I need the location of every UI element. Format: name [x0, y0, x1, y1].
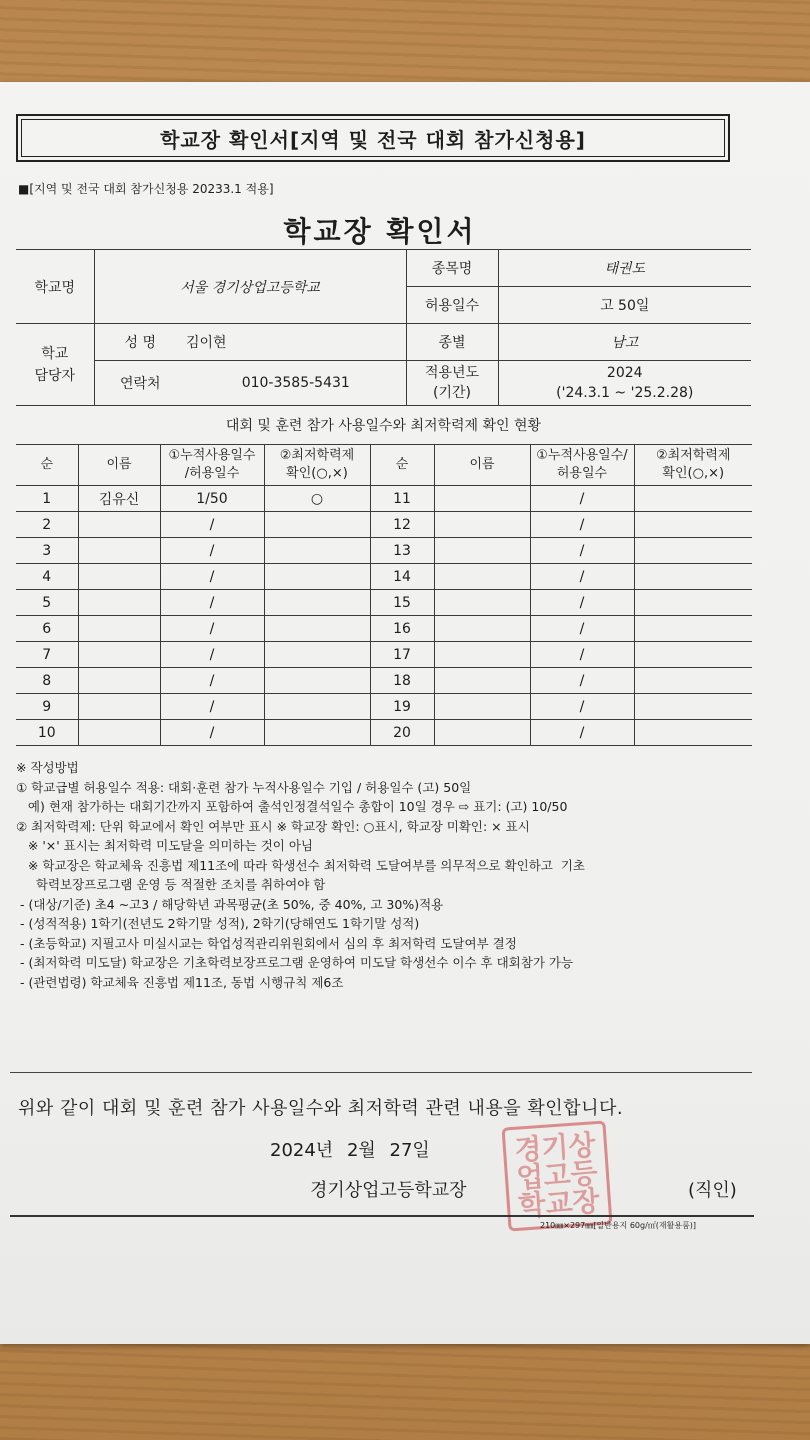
header-check-right: ②최저학력제 확인(○,×)	[634, 445, 752, 486]
year-label: 적용년도 (기간)	[406, 361, 498, 406]
note-line: ※ 학교장은 학교체육 진흥법 제11조에 따라 학생선수 최저학력 도달여부를 의무적으로 확인하고 기초	[16, 857, 585, 873]
table-row	[16, 590, 752, 616]
row-check: ○	[264, 486, 370, 512]
phone-label: 연락처	[94, 361, 186, 406]
info-table	[16, 249, 751, 406]
row-days: /	[160, 616, 264, 642]
note-line: - (관련법령) 학교체육 진흥법 제11조, 동법 시행규칙 제6조	[16, 974, 344, 990]
school-value: 서울 경기상업고등학교	[94, 250, 406, 324]
row-check	[264, 720, 370, 746]
row-no: 2	[16, 512, 78, 538]
note-line: - (성적적용) 1학기(전년도 2학기말 성적), 2학기(당해연도 1학기말 성적)	[16, 916, 420, 931]
note-line: - (초등학교) 지필고사 미실시교는 학업성적관리위원회에서 심의 후 최저학력 도달여부 결정	[16, 935, 517, 951]
row-name-right	[434, 694, 530, 720]
school-label: 학교명	[16, 250, 94, 324]
row-name-right	[434, 512, 530, 538]
table-header-row	[16, 445, 752, 486]
table-row	[16, 694, 752, 720]
row-no-right: 14	[370, 564, 434, 590]
row-no-right: 11	[370, 486, 434, 512]
table-row	[16, 720, 752, 746]
row-no-right: 17	[370, 642, 434, 668]
row-name-right	[434, 538, 530, 564]
row-check	[264, 642, 370, 668]
note-line: ※ 작성방법	[16, 760, 79, 775]
row-no: 1	[16, 486, 78, 512]
row-check	[264, 564, 370, 590]
category-value: 남고	[498, 324, 751, 361]
note-line: ② 최저학력제: 단위 학교에서 확인 여부만 표시 ※ 학교장 확인: ○표시, 학교장 미확인: × 표시	[16, 818, 530, 834]
category-label: 종별	[406, 324, 498, 361]
row-name-right	[434, 564, 530, 590]
row-no: 3	[16, 538, 78, 564]
row-name	[78, 616, 160, 642]
row-no-right: 18	[370, 668, 434, 694]
row-check-right	[634, 564, 752, 590]
row-days: /	[160, 720, 264, 746]
row-days: /	[160, 512, 264, 538]
row-check-right	[634, 720, 752, 746]
row-no-right: 16	[370, 616, 434, 642]
table-row	[16, 564, 752, 590]
row-days: /	[160, 590, 264, 616]
row-days-right: /	[530, 590, 634, 616]
header-title-box: 학교장 확인서[지역 및 전국 대회 참가신청용]	[16, 114, 730, 162]
table-row	[16, 486, 752, 512]
table-row	[16, 642, 752, 668]
row-no-right: 15	[370, 590, 434, 616]
instructions	[16, 758, 756, 992]
row-name-right	[434, 616, 530, 642]
allowed-days-label: 허용일수	[406, 287, 498, 324]
row-name-right	[434, 720, 530, 746]
period-value: ('24.3.1 ~ '25.2.28)	[556, 385, 694, 401]
row-name	[78, 538, 160, 564]
row-days: /	[160, 564, 264, 590]
note-line: 예) 현재 참가하는 대회기간까지 포함하여 출석인정결석일수 총합이 10일 경우 ⇨ 표기: (고) 10/50	[16, 799, 568, 814]
sport-label: 종목명	[406, 250, 498, 287]
row-name-right	[434, 486, 530, 512]
bottom-divider	[10, 1215, 754, 1217]
date-day: 27일	[389, 1140, 430, 1161]
row-no: 7	[16, 642, 78, 668]
row-check	[264, 694, 370, 720]
header-name-right: 이름	[434, 445, 530, 486]
row-no-right: 19	[370, 694, 434, 720]
note-line: ※ '×' 표시는 최저학력 미도달을 의미하는 것이 아님	[16, 838, 313, 853]
row-no: 4	[16, 564, 78, 590]
table-row	[16, 668, 752, 694]
year-cell	[498, 361, 751, 406]
note-line: ① 학교급별 허용일수 적용: 대회·훈련 참가 누적사용일수 기입 / 허용일수 (고) 50일	[16, 779, 472, 795]
row-name-right	[434, 668, 530, 694]
row-days-right: /	[530, 512, 634, 538]
note-line: - (최저학력 미도달) 학교장은 기초학력보장프로그램 운영하여 미도달 학생선수 이수 후 대회참가 가능	[16, 955, 574, 970]
issue-date	[270, 1136, 430, 1162]
row-no: 6	[16, 616, 78, 642]
row-check-right	[634, 694, 752, 720]
table-row	[16, 512, 752, 538]
row-days-right: /	[530, 538, 634, 564]
row-days: 1/50	[160, 486, 264, 512]
date-year: 2024년	[270, 1140, 334, 1161]
seal-label: (직인)	[688, 1180, 737, 1201]
row-name	[78, 668, 160, 694]
row-check-right	[634, 642, 752, 668]
table-row	[16, 538, 752, 564]
row-name	[78, 590, 160, 616]
row-check-right	[634, 590, 752, 616]
row-no: 10	[16, 720, 78, 746]
row-days-right: /	[530, 720, 634, 746]
table-row	[16, 616, 752, 642]
header-days-right: ①누적사용일수/ 허용일수	[530, 445, 634, 486]
row-check-right	[634, 616, 752, 642]
applicable-note: ■[지역 및 전국 대회 참가신청용 20233.1 적용]	[18, 182, 274, 196]
row-days-right: /	[530, 564, 634, 590]
row-check-right	[634, 538, 752, 564]
name-label: 성 명	[94, 324, 186, 361]
document-title: 학교장 확인서	[283, 215, 477, 248]
note-line: - (대상/기준) 초4 ~고3 / 해당학년 과목평균(초 50%, 중 40%, 고 30%)적용	[16, 896, 444, 912]
row-check	[264, 538, 370, 564]
principal-signature: 경기상업고등학교장	[310, 1180, 467, 1201]
row-check	[264, 590, 370, 616]
row-days: /	[160, 694, 264, 720]
row-check-right	[634, 486, 752, 512]
row-name	[78, 564, 160, 590]
row-check	[264, 616, 370, 642]
row-days-right: /	[530, 642, 634, 668]
row-name	[78, 694, 160, 720]
sport-value: 태권도	[498, 250, 751, 287]
header-no: 순	[16, 445, 78, 486]
row-no-right: 20	[370, 720, 434, 746]
divider	[10, 1072, 752, 1073]
name-value: 김이현	[186, 324, 406, 361]
row-name-right	[434, 642, 530, 668]
contact-person-label: 학교 담당자	[16, 324, 94, 406]
row-name	[78, 642, 160, 668]
row-no: 8	[16, 668, 78, 694]
seal-text: 경기상업고등학교장	[513, 1128, 601, 1223]
row-days: /	[160, 668, 264, 694]
paper-spec-footnote: 210㎜×297㎜[일반용지 60g/㎡(재활용품)]	[540, 1221, 697, 1230]
row-check	[264, 512, 370, 538]
row-check-right	[634, 668, 752, 694]
phone-value: 010-3585-5431	[186, 361, 406, 406]
header-days: ①누적사용일수 /허용일수	[160, 445, 264, 486]
date-month: 2월	[346, 1140, 376, 1161]
row-no-right: 12	[370, 512, 434, 538]
row-days: /	[160, 538, 264, 564]
row-check-right	[634, 512, 752, 538]
row-days-right: /	[530, 694, 634, 720]
status-table	[16, 444, 752, 746]
row-no: 9	[16, 694, 78, 720]
year-value: 2024	[606, 365, 643, 381]
note-line: 학력보장프로그램 운영 등 적절한 조치를 취하여야 함	[16, 877, 326, 892]
status-title: 대회 및 훈련 참가 사용일수와 최저학력제 확인 현황	[225, 418, 542, 434]
row-no-right: 13	[370, 538, 434, 564]
row-no: 5	[16, 590, 78, 616]
row-name	[78, 720, 160, 746]
confirmation-statement: 위와 같이 대회 및 훈련 참가 사용일수와 최저학력 관련 내용을 확인합니다.	[18, 1098, 624, 1119]
row-days-right: /	[530, 668, 634, 694]
header-check: ②최저학력제 확인(○,×)	[264, 445, 370, 486]
row-days-right: /	[530, 486, 634, 512]
row-name	[78, 512, 160, 538]
row-name: 김유신	[78, 486, 160, 512]
row-days-right: /	[530, 616, 634, 642]
allowed-days-value: 고 50일	[498, 287, 751, 324]
row-check	[264, 668, 370, 694]
header-name: 이름	[78, 445, 160, 486]
header-no-right: 순	[370, 445, 434, 486]
row-days: /	[160, 642, 264, 668]
row-name-right	[434, 590, 530, 616]
